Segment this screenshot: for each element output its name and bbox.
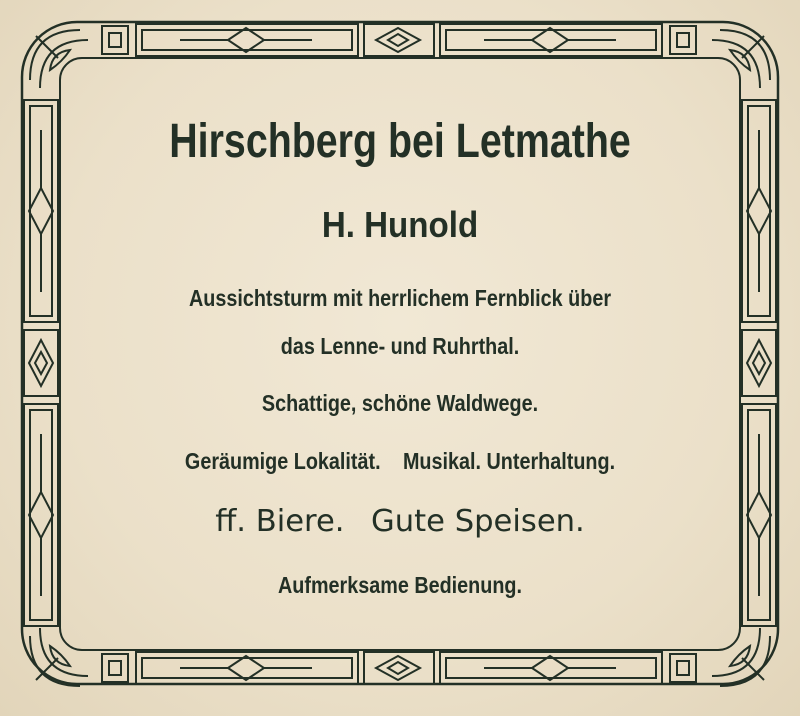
advert-line-view: Aussichtsturm mit herrlichem Fernblick über [188, 285, 612, 311]
advert-line-food [63, 504, 736, 539]
advert-line-venue-b: Musikal. Unterhaltung. [402, 448, 616, 474]
advert-line-service: Aufmerksame Bedienung. [277, 572, 523, 598]
advert-line-venue-a: Geräumige Lokalität. [184, 448, 381, 474]
advert-line-valley: das Lenne- und Ruhrthal. [280, 333, 520, 359]
advert-line-food-a: ff. Biere. [215, 504, 345, 539]
advert-line-paths: Schattige, schöne Waldwege. [261, 390, 539, 416]
advert-title: Hirschberg bei Letmathe [169, 115, 631, 168]
advert-line-venue [116, 448, 684, 475]
advert-line-food-b: Gute Speisen. [371, 504, 585, 539]
advert-proprietor: H. Hunold [321, 204, 479, 245]
